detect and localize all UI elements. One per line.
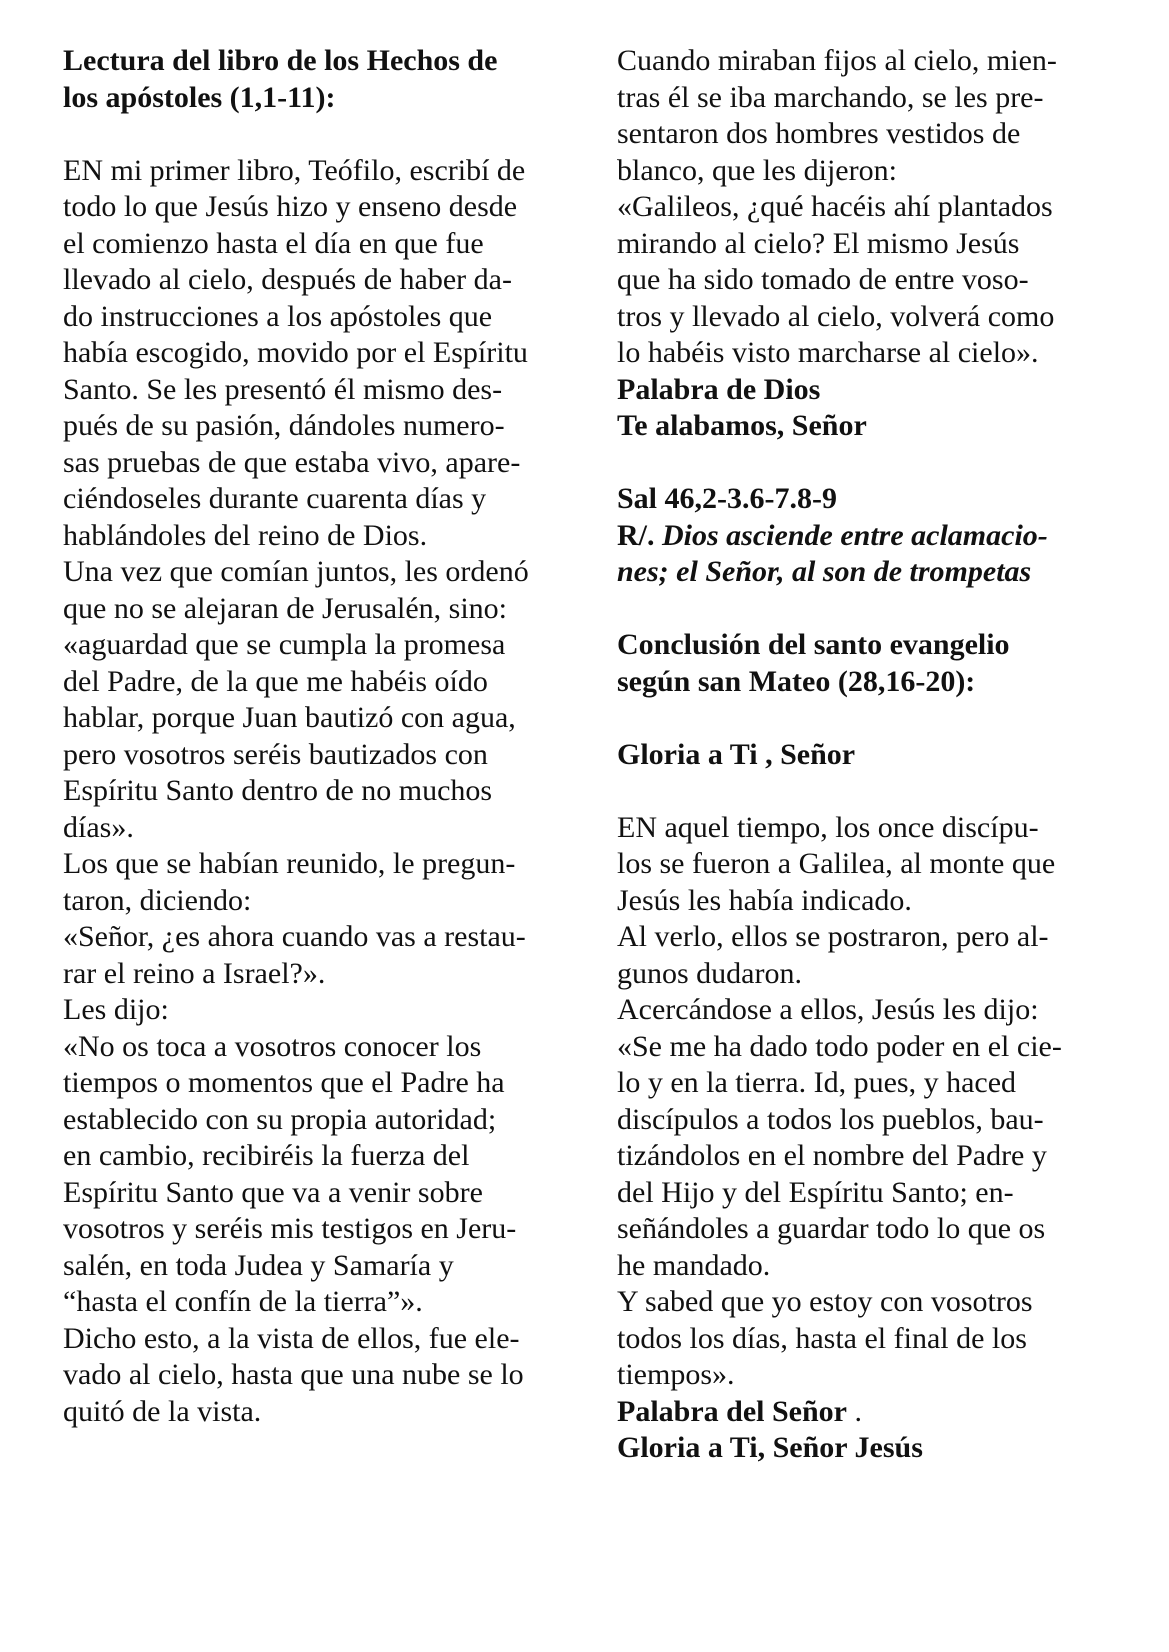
text-line: tras él se iba marchando, se les pre- xyxy=(617,80,1044,114)
text-line: todo lo que Jesús hizo y enseno desde xyxy=(63,190,518,223)
text-line: Acercándose a ellos, Jesús les dijo: xyxy=(617,993,1039,1026)
text-line: vosotros y seréis mis testigos en Jeru- xyxy=(63,1212,517,1245)
text-line: del Hijo y del Espíritu Santo; en- xyxy=(617,1175,1014,1209)
text-line: había escogido, movido por el Espíritu xyxy=(63,336,528,369)
text-line: discípulos a todos los pueblos, bau- xyxy=(617,1102,1044,1136)
text-line: tiempos o momentos que el Padre ha xyxy=(63,1066,505,1099)
reading-heading-line: los apóstoles (1,1-11): xyxy=(63,80,336,114)
text-line: llevado al cielo, después de haber da- xyxy=(63,263,512,296)
text-line: sas pruebas de que estaba vivo, apare- xyxy=(63,445,521,479)
left-column xyxy=(63,43,585,1430)
gospel-body xyxy=(617,810,1137,1394)
text-line: rar el reino a Israel?». xyxy=(63,956,326,990)
gospel-heading-line: según san Mateo (28,16-20): xyxy=(617,664,976,698)
text-line: «Se me ha dado todo poder en el cie- xyxy=(617,1029,1062,1063)
text-line: tiempos». xyxy=(617,1358,735,1391)
reading-body xyxy=(63,153,585,1431)
response-glory: Gloria a Ti, Señor Jesús xyxy=(617,1431,923,1464)
text-line: EN aquel tiempo, los once discípu- xyxy=(617,810,1039,844)
text-line: tizándolos en el nombre del Padre y xyxy=(617,1139,1047,1172)
blank-line xyxy=(617,591,1137,628)
text-line: que no se alejaran de Jerusalén, sino: xyxy=(63,591,508,625)
text-line: hablándoles del reino de Dios. xyxy=(63,518,428,552)
text-line: tros y llevado al cielo, volverá como xyxy=(617,299,1055,333)
text-line: «aguardad que se cumpla la promesa xyxy=(63,628,506,661)
word-of-god: Palabra de Dios xyxy=(617,372,821,406)
text-line: sentaron dos hombres vestidos de xyxy=(617,117,1021,150)
text-line: taron, diciendo: xyxy=(63,883,252,917)
refrain-marker: R/. xyxy=(617,518,655,552)
text-line: días». xyxy=(63,810,134,844)
blank-line xyxy=(617,445,1137,482)
text-line: Espíritu Santo dentro de no muchos xyxy=(63,774,493,807)
text-line: «Señor, ¿es ahora cuando vas a restau- xyxy=(63,920,526,953)
text-line: pero vosotros seréis bautizados con xyxy=(63,737,488,771)
text-line: vado al cielo, hasta que una nube se lo xyxy=(63,1358,524,1391)
text-line: lo y en la tierra. Id, pues, y haced xyxy=(617,1066,1017,1099)
text-line: Les dijo: xyxy=(63,993,169,1026)
text-line: Los que se habían reunido, le pregun- xyxy=(63,847,516,880)
psalm-reference: Sal 46,2-3.6-7.8-9 xyxy=(617,482,837,515)
text-line: establecido con su propia autoridad; xyxy=(63,1102,497,1136)
text-line: Santo. Se les presentó él mismo des- xyxy=(63,372,503,406)
refrain-text: Dios asciende entre aclamacio- xyxy=(662,518,1048,552)
blank-line xyxy=(617,700,1137,737)
gospel-heading-line: Conclusión del santo evangelio xyxy=(617,628,1010,661)
text-line: el comienzo hasta el día en que fue xyxy=(63,226,484,260)
word-of-lord-punct: . xyxy=(847,1394,862,1428)
text-line: en cambio, recibiréis la fuerza del xyxy=(63,1139,470,1172)
blank-line xyxy=(617,773,1137,810)
text-line: pués de su pasión, dándoles numero- xyxy=(63,409,505,442)
text-line: los se fueron a Galilea, al monte que xyxy=(617,847,1056,880)
gospel-acclamation: Gloria a Ti , Señor xyxy=(617,737,856,771)
psalm-refrain-line xyxy=(617,518,1137,555)
text-line: del Padre, de la que me habéis oído xyxy=(63,664,488,698)
text-line: gunos dudaron. xyxy=(617,956,802,990)
refrain-text: nes; el Señor, al son de trompetas xyxy=(617,555,1032,588)
text-line: Cuando miraban fijos al cielo, mien- xyxy=(617,44,1057,77)
text-line: mirando al cielo? El mismo Jesús xyxy=(617,226,1020,260)
blank-line xyxy=(63,116,585,153)
text-line: todos los días, hasta el final de los xyxy=(617,1321,1027,1355)
text-line: “hasta el confín de la tierra”». xyxy=(63,1285,423,1318)
text-line: Y sabed que yo estoy con vosotros xyxy=(617,1285,1033,1318)
text-line: quitó de la vista. xyxy=(63,1394,262,1428)
text-line: lo habéis visto marcharse al cielo». xyxy=(617,336,1039,369)
word-of-lord-line xyxy=(617,1394,1137,1431)
reading-continuation xyxy=(617,43,1137,372)
text-line: EN mi primer libro, Teófilo, escribí de xyxy=(63,153,526,187)
text-line: he mandado. xyxy=(617,1248,771,1282)
word-of-lord: Palabra del Señor xyxy=(617,1394,847,1428)
text-line: «No os toca a vosotros conocer los xyxy=(63,1029,482,1063)
right-column xyxy=(617,43,1137,1467)
text-line: Dicho esto, a la vista de ellos, fue ele- xyxy=(63,1321,520,1355)
text-line: ciéndoseles durante cuarenta días y xyxy=(63,482,487,515)
text-line: Una vez que comían juntos, les ordenó xyxy=(63,555,529,588)
text-line: señándoles a guardar todo lo que os xyxy=(617,1212,1046,1245)
text-line: Al verlo, ellos se postraron, pero al- xyxy=(617,920,1049,953)
text-line: Jesús les había indicado. xyxy=(617,883,912,917)
text-line: salén, en toda Judea y Samaría y xyxy=(63,1248,454,1282)
text-line: hablar, porque Juan bautizó con agua, xyxy=(63,701,516,734)
text-line: blanco, que les dijeron: xyxy=(617,153,897,187)
text-line: «Galileos, ¿qué hacéis ahí plantados xyxy=(617,190,1053,223)
text-line: Espíritu Santo que va a venir sobre xyxy=(63,1175,483,1209)
text-line: que ha sido tomado de entre voso- xyxy=(617,263,1029,296)
text-line: do instrucciones a los apóstoles que xyxy=(63,299,493,333)
reading-heading-line: Lectura del libro de los Hechos de xyxy=(63,44,498,77)
response-praise: Te alabamos, Señor xyxy=(617,409,867,442)
